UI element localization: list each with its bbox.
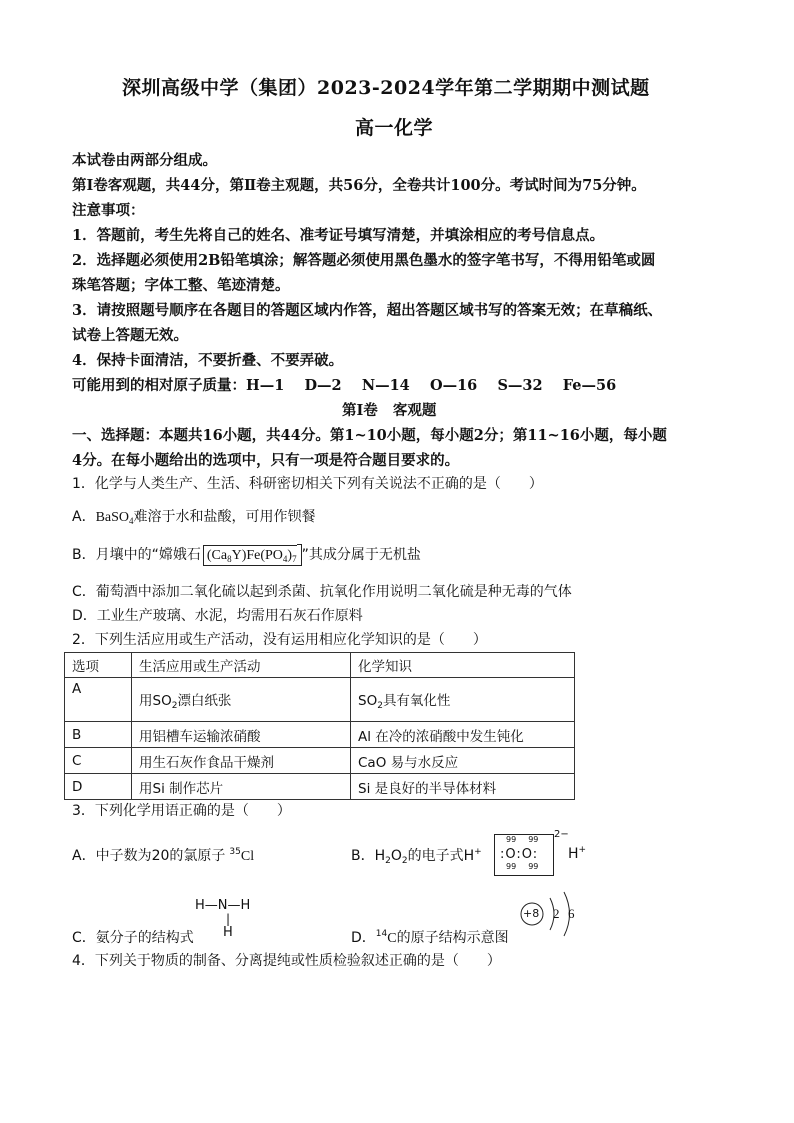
q3-option-b: B．$H_2O_2$的电子式H+ [351,847,482,866]
section-intro-b: 4分。在每小题给出的选项中，只有一项是符合题目要求的。 [72,452,460,469]
q1-a-formula: BaSO$_4$ [95,510,134,526]
notice-title: 注意事项： [72,202,145,219]
row-knowledge: Si 是良好的半导体材料 [351,774,575,800]
q3-option-c: C．氨分子的结构式 [72,930,194,946]
row-knowledge: Al 在冷的浓硝酸中发生钝化 [351,722,575,748]
atom-nucleus-charge: +8 [523,907,540,920]
q1-option-d: D．工业生产玻璃、水泥，均需用石灰石作原料 [72,608,363,624]
row-option: C [65,748,132,774]
header-knowledge: 化学知识 [351,653,575,678]
ammonia-structure-bottom: H [223,925,233,940]
q2-table [64,652,575,800]
ammonia-structure-bar: | [226,912,231,926]
row-option: A [65,678,132,722]
row-activity: 用$SO_2$漂白纸张 [132,678,351,722]
row-knowledge: CaO 易与水反应 [351,748,575,774]
row-option: B [65,722,132,748]
intro-line-1: 本试卷由两部分组成。 [72,152,217,169]
notice-item-3b: 试卷上答题无效。 [72,327,188,344]
exam-subject: 高一化学 [355,117,434,139]
row-activity: 用生石灰作食品干燥剂 [132,748,351,774]
intro-line-2: 第Ⅰ卷客观题，共44分，第Ⅱ卷主观题，共56分，全卷共计100分。考试时间为75分钟。 [72,177,646,194]
row-option: D [65,774,132,800]
atom-shell-2-count: 6 [568,906,575,921]
table-header-row [65,653,575,678]
notice-item-1: 1．答题前，考生先将自己的姓名、准考证号填写清楚，并填涂相应的考号信息点。 [72,227,605,244]
electron-charge: 2− [554,829,569,840]
atom-shell-1-count: 2 [553,906,560,921]
table-row [65,678,575,722]
table-row [65,748,575,774]
table-row [65,774,575,800]
electron-h-right: H+ [568,845,587,862]
section-intro-a: 一、选择题：本题共16小题，共44分。第1~10小题，每小题2分；第11~16小题，每小题 [72,427,667,444]
atomic-mass-line: 可能用到的相对原子质量：H—1 D—2 N—14 O—16 S—32 Fe—56 [72,377,617,394]
q1-b-label: B．月壤中的“嫦娥石 [72,547,201,563]
q1-stem: 1．化学与人类生产、生活、科研密切相关下列有关说法不正确的是（ ） [72,476,543,492]
q3-stem: 3．下列化学用语正确的是（ ） [72,803,291,819]
row-activity: 用Si 制作芯片 [132,774,351,800]
q4-stem: 4．下列关于物质的制备、分离提纯或性质检验叙述正确的是（ ） [72,953,501,969]
q2-stem: 2．下列生活应用或生产活动，没有运用相应化学知识的是（ ） [72,632,487,648]
q1-b-formula: $(Ca_8Y)Fe(PO_4)_7$ [203,545,297,566]
electron-oxygen-pair: :O:O: [500,847,539,862]
table-row [65,722,575,748]
header-activity: 生活应用或生产活动 [132,653,351,678]
section-title: 第Ⅰ卷 客观题 [342,402,437,419]
notice-item-3a: 3．请按照题号顺序在各题目的答题区域内作答，超出答题区域书写的答案无效；在草稿纸、 [72,302,663,319]
notice-item-4: 4．保持卡面清洁，不要折叠、不要弄破。 [72,352,344,369]
row-activity: 用铝槽车运输浓硝酸 [132,722,351,748]
header-option: 选项 [65,653,132,678]
electron-dots-bottom: 99 99 [506,862,539,871]
notice-item-2b: 珠笔答题；字体工整、笔迹清楚。 [72,277,290,294]
row-knowledge: $SO_2$具有氧化性 [351,678,575,722]
exam-title: 深圳高级中学（集团）2023-2024学年第二学期期中测试题 [122,77,650,99]
q3-option-a: A．中子数为20的氯原子 $^{35}$Cl [72,847,255,864]
q3-option-d: D．$^{14}$C的原子结构示意图 [351,929,509,946]
ammonia-structure-top: H—N—H [195,898,251,913]
q1-option-c: C．葡萄酒中添加二氧化硫以起到杀菌、抗氧化作用说明二氧化硫是种无毒的气体 [72,584,572,600]
notice-item-2a: 2．选择题必须使用2B铅笔填涂；解答题必须使用黑色墨水的签字笔书写，不得用铅笔或圆 [72,252,656,269]
q1-a-text: 难溶于水和盐酸，可用作钡餐 [133,509,316,525]
electron-dots-top: 99 99 [506,835,539,844]
q1-b-text: ”其成分属于无机盐 [301,547,421,563]
q1-option-b [72,544,421,564]
q1-option-a [72,506,316,526]
q1-a-label: A． [72,509,96,525]
